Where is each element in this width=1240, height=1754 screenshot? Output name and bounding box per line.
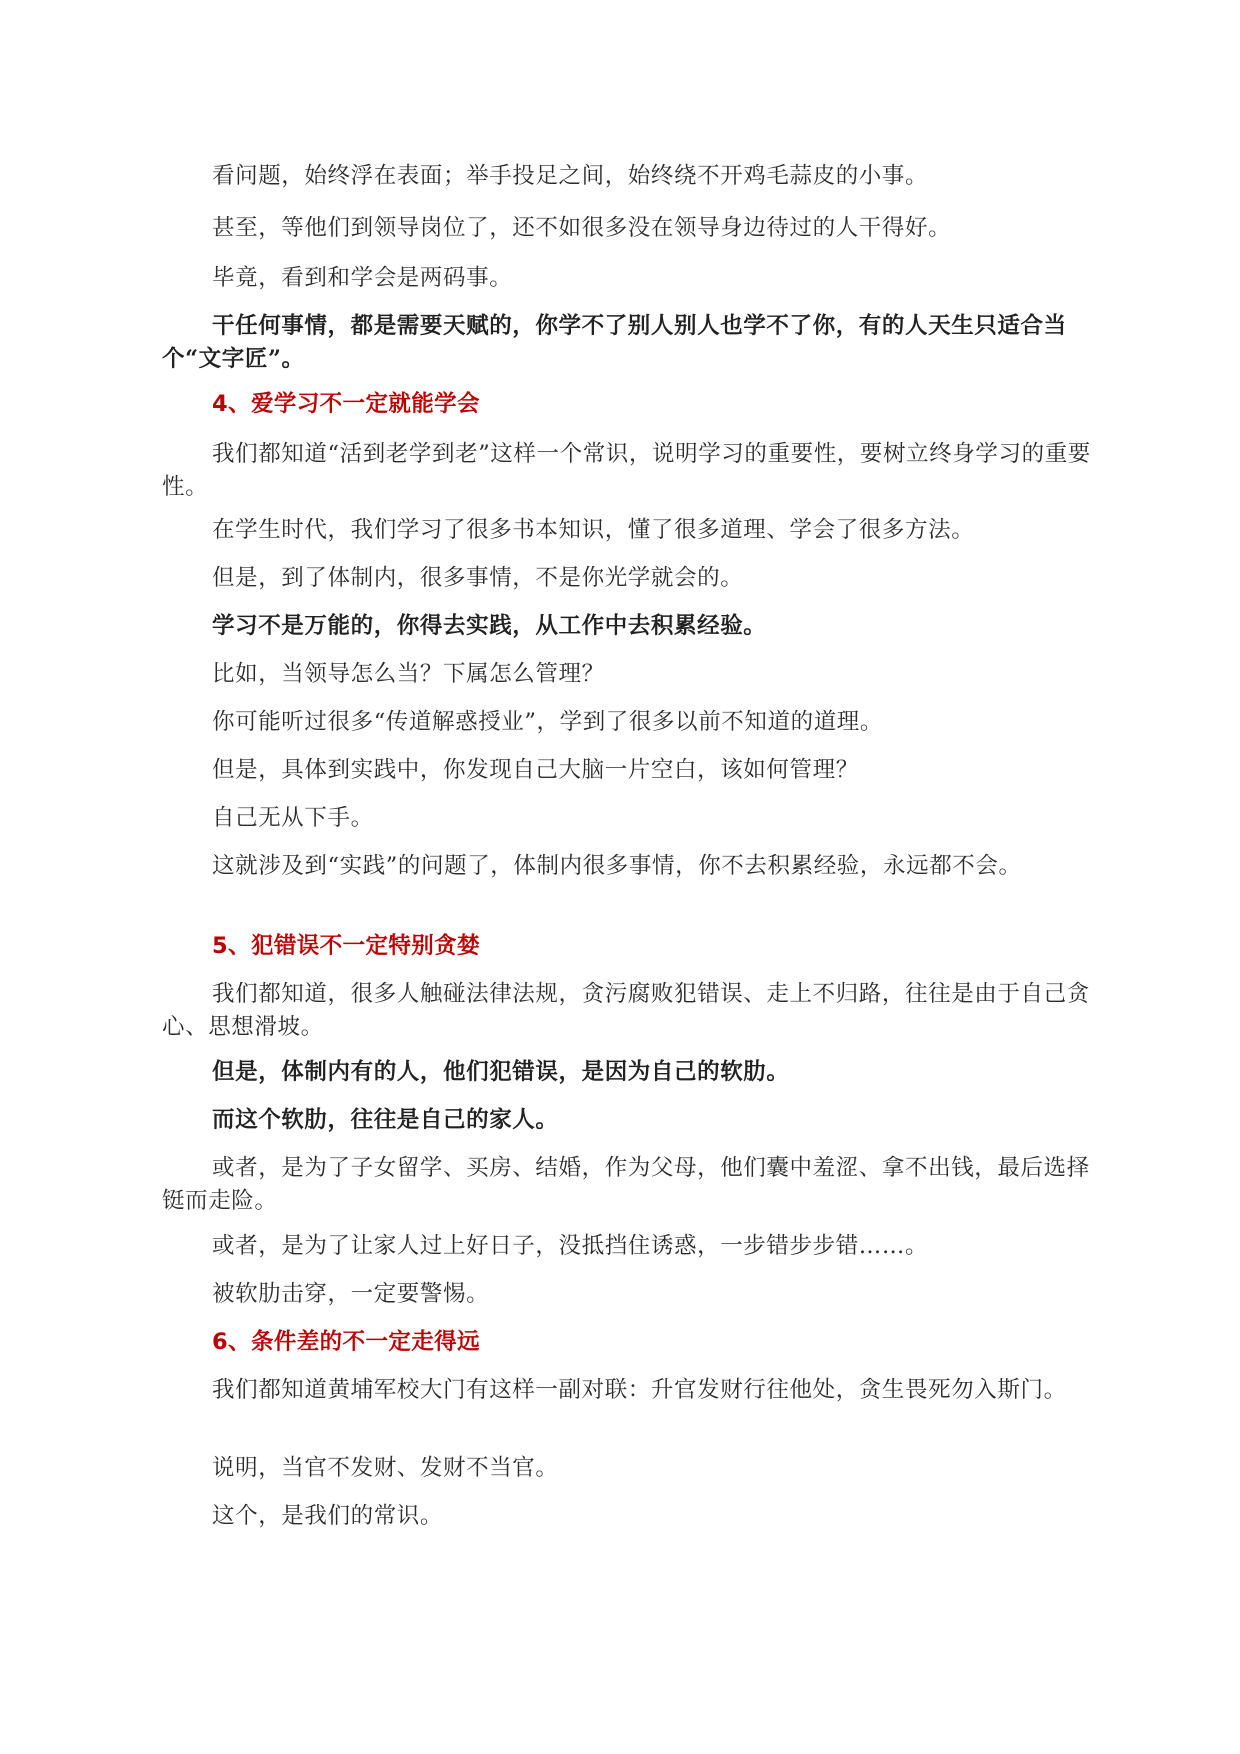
paragraph: 自己无从下手。 <box>212 805 374 831</box>
section-heading-6: 6、条件差的不一定走得远 <box>212 1329 480 1355</box>
paragraph: 比如，当领导怎么当？下属怎么管理？ <box>212 661 605 687</box>
paragraph: 这就涉及到“实践”的问题了，体制内很多事情，你不去积累经验，永远都不会。 <box>212 853 1022 879</box>
paragraph: 这个，是我们的常识。 <box>212 1503 444 1529</box>
paragraph: 说明，当官不发财、发财不当官。 <box>212 1455 559 1481</box>
bold-paragraph: 而这个软肋，往往是自己的家人。 <box>212 1107 559 1133</box>
bold-paragraph: 但是，体制内有的人，他们犯错误，是因为自己的软肋。 <box>212 1059 790 1085</box>
paragraph: 我们都知道，很多人触碰法律法规，贪污腐败犯错误、走上不归路，往往是由于自己贪心、思想滑坡。 <box>162 981 1090 1040</box>
paragraph: 毕竟，看到和学会是两码事。 <box>212 265 513 291</box>
paragraph: 甚至，等他们到领导岗位了，还不如很多没在领导身边待过的人干得好。 <box>212 215 952 241</box>
bold-paragraph: 学习不是万能的，你得去实践，从工作中去积累经验。 <box>212 613 767 639</box>
paragraph: 但是，具体到实践中，你发现自己大脑一片空白，该如何管理？ <box>212 757 859 783</box>
paragraph: 看问题，始终浮在表面；举手投足之间，始终绕不开鸡毛蒜皮的小事。 <box>212 163 929 189</box>
paragraph: 在学生时代，我们学习了很多书本知识，懂了很多道理、学会了很多方法。 <box>212 517 975 543</box>
paragraph: 我们都知道黄埔军校大门有这样一副对联：升官发财行往他处，贪生畏死勿入斯门。 <box>212 1377 1067 1403</box>
section-heading-4: 4、爱学习不一定就能学会 <box>212 391 480 417</box>
paragraph: 你可能听过很多“传道解惑授业”，学到了很多以前不知道的道理。 <box>212 709 884 735</box>
paragraph: 我们都知道“活到老学到老”这样一个常识，说明学习的重要性，要树立终身学习的重要性。 <box>162 441 1091 500</box>
section-heading-5: 5、犯错误不一定特别贪婪 <box>212 933 480 959</box>
paragraph: 但是，到了体制内，很多事情，不是你光学就会的。 <box>212 565 744 591</box>
paragraph: 被软肋击穿，一定要警惕。 <box>212 1281 490 1307</box>
paragraph: 或者，是为了子女留学、买房、结婚，作为父母，他们囊中羞涩、拿不出钱，最后选择铤而走险。 <box>162 1155 1090 1214</box>
paragraph: 或者，是为了让家人过上好日子，没抵挡住诱惑，一步错步步错……。 <box>212 1233 929 1259</box>
bold-paragraph: 干任何事情，都是需要天赋的，你学不了别人别人也学不了你，有的人天生只适合当个“文字匠”。 <box>162 313 1067 372</box>
